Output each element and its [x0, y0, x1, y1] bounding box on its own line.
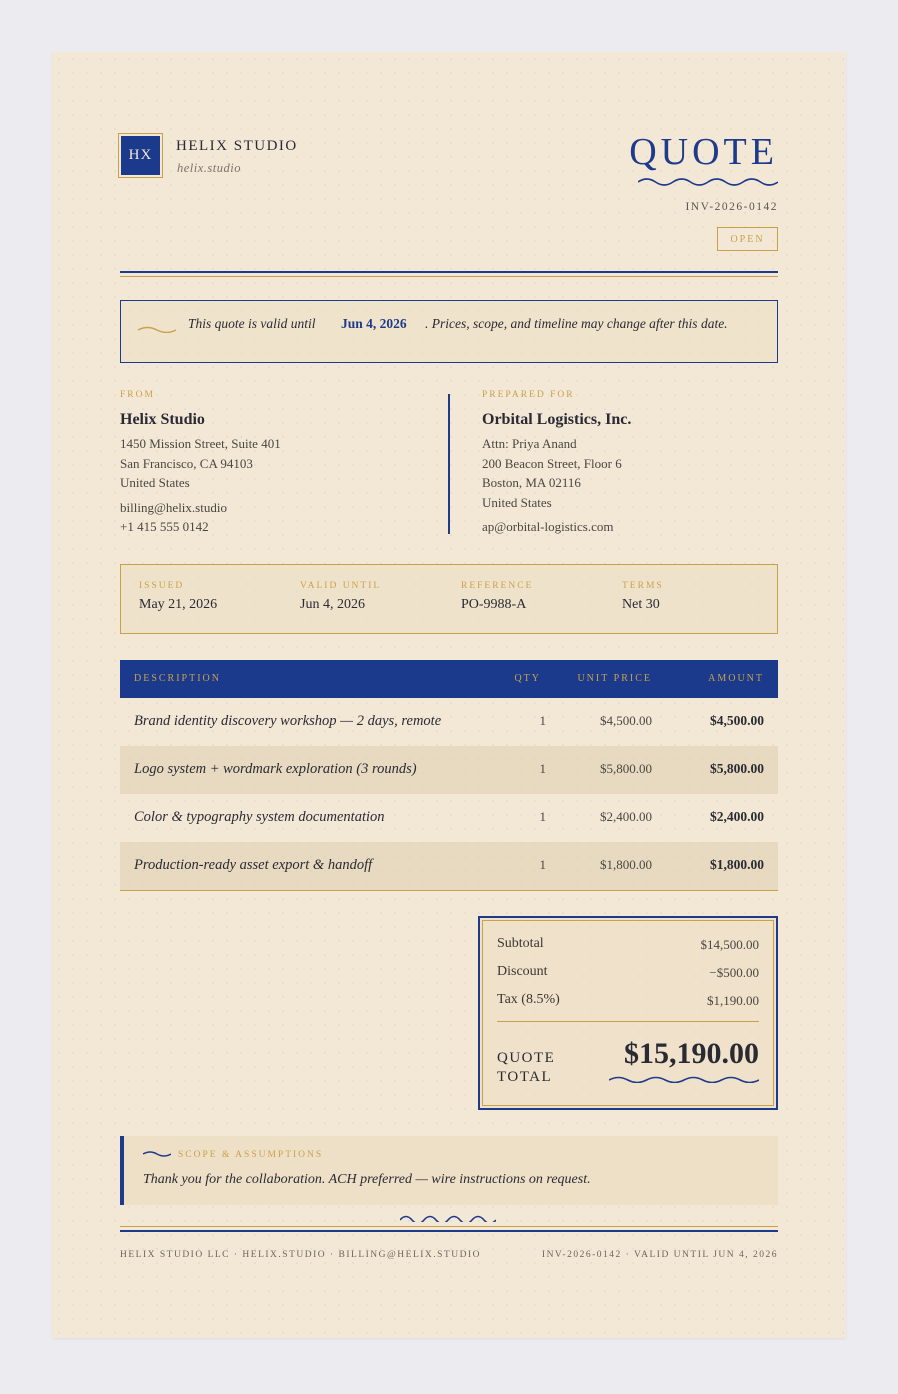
row-unit-price: $1,800.00: [600, 857, 652, 872]
line-items-table: [120, 660, 778, 891]
tax-label: Tax (8.5%): [497, 992, 560, 1007]
header-description: DESCRIPTION: [134, 673, 222, 684]
from-address-line: San Francisco, CA 94103: [120, 455, 253, 471]
to-address-line: Attn: Priya Anand: [482, 436, 577, 451]
row-description: Brand identity discovery workshop — 2 days, remote: [134, 713, 442, 729]
to-block: [482, 390, 782, 537]
row-unit-price: $5,800.00: [600, 761, 652, 776]
title-wave-icon: [638, 176, 778, 186]
notes-text: Thank you for the collaboration. ACH preferred — wire instructions on request.: [143, 1172, 591, 1187]
from-name: Helix Studio: [120, 411, 205, 428]
header-amount: AMOUNT: [708, 673, 764, 684]
tax-value: $1,190.00: [707, 993, 759, 1008]
grand-total-label: QUOTE TOTAL: [497, 1050, 556, 1085]
row-description: Logo system + wordmark exploration (3 rounds): [134, 761, 417, 777]
from-email[interactable]: billing@helix.studio: [120, 499, 227, 515]
from-address-line: 1450 Mission Street, Suite 401: [120, 436, 281, 451]
notice-text-before: This quote is valid until: [188, 316, 316, 331]
quote-meta: [120, 564, 778, 634]
row-description: Production-ready asset export & handoff: [134, 857, 373, 873]
notice-date: Jun 4, 2026: [341, 316, 407, 331]
header-rule: [120, 271, 778, 273]
brand-name: HELIX STUDIO: [176, 138, 298, 154]
meta-value: PO-9988-A: [461, 597, 527, 612]
discount-value: −$500.00: [709, 965, 759, 980]
meta-reference: [461, 581, 533, 613]
table-row: [120, 794, 778, 842]
to-address-line: United States: [482, 494, 552, 510]
row-unit-price: $2,400.00: [600, 809, 652, 824]
document-number: INV-2026-0142: [685, 201, 778, 213]
meta-label: REFERENCE: [461, 581, 534, 591]
header-qty: QTY: [514, 673, 541, 684]
notes-label: SCOPE & ASSUMPTIONS: [178, 1150, 324, 1160]
table-row: [120, 698, 778, 746]
logo-monogram: HX: [121, 136, 160, 175]
meta-label: ISSUED: [139, 581, 185, 591]
wave-ornament-icon: [143, 1150, 171, 1158]
from-label: FROM: [120, 390, 155, 400]
meta-label: VALID UNTIL: [300, 581, 382, 591]
from-address-line: United States: [120, 475, 190, 490]
table-row: [120, 746, 778, 794]
subtotal-value: $14,500.00: [700, 937, 759, 952]
from-block: [120, 390, 420, 537]
meta-value: Jun 4, 2026: [300, 597, 365, 612]
meta-value: Net 30: [622, 597, 660, 612]
row-qty: 1: [539, 857, 546, 872]
footer-left: HELIX STUDIO LLC · HELIX.STUDIO · BILLING@HELIX.STUDIO: [120, 1250, 481, 1260]
footer-rule: [120, 1230, 778, 1232]
meta-issued: [139, 581, 217, 613]
to-name: Orbital Logistics, Inc.: [482, 411, 632, 428]
notes-panel: [120, 1136, 778, 1205]
footer-wave-icon: [400, 1212, 496, 1222]
totals-box: [478, 916, 778, 1110]
meta-terms: [622, 581, 664, 613]
to-label: PREPARED FOR: [482, 390, 575, 400]
row-amount: $2,400.00: [710, 809, 764, 824]
party-divider: [448, 394, 450, 534]
grand-total-value: $15,190.00: [624, 1037, 759, 1070]
row-qty: 1: [539, 809, 546, 824]
brand-logo: [118, 133, 163, 178]
to-address-line: Boston, MA 02116: [482, 475, 581, 490]
document-title: QUOTE: [629, 131, 778, 173]
row-description: Color & typography system documentation: [134, 809, 385, 825]
notice-text-after: . Prices, scope, and timeline may change after this date.: [425, 316, 728, 331]
brand-url: helix.studio: [177, 161, 241, 175]
row-qty: 1: [539, 761, 546, 776]
wave-ornament-icon: [138, 325, 176, 333]
to-email[interactable]: ap@orbital-logistics.com: [482, 519, 614, 534]
table-row: [120, 842, 778, 890]
row-unit-price: $4,500.00: [600, 713, 652, 728]
meta-label: TERMS: [622, 581, 664, 591]
subtotal-label: Subtotal: [497, 936, 544, 951]
header-rule-thin: [120, 276, 778, 277]
row-qty: 1: [539, 713, 546, 728]
footer-rule-thin: [120, 1226, 778, 1227]
total-wave-icon: [609, 1075, 759, 1083]
row-amount: $5,800.00: [710, 761, 764, 776]
discount-label: Discount: [497, 964, 548, 979]
status-badge: OPEN: [717, 227, 778, 251]
meta-value: May 21, 2026: [139, 597, 218, 612]
table-bottom-rule: [120, 890, 778, 891]
quote-page: [52, 52, 846, 1338]
validity-notice: [120, 300, 778, 363]
header-unit-price: UNIT PRICE: [577, 673, 652, 684]
footer-right: INV-2026-0142 · VALID UNTIL JUN 4, 2026: [541, 1250, 778, 1260]
row-amount: $4,500.00: [710, 713, 764, 728]
from-phone[interactable]: +1 415 555 0142: [120, 519, 209, 534]
table-header: [120, 660, 778, 698]
row-amount: $1,800.00: [710, 857, 764, 872]
totals-rule: [497, 1021, 759, 1022]
meta-valid-until: [300, 581, 381, 613]
to-address-line: 200 Beacon Street, Floor 6: [482, 455, 622, 471]
